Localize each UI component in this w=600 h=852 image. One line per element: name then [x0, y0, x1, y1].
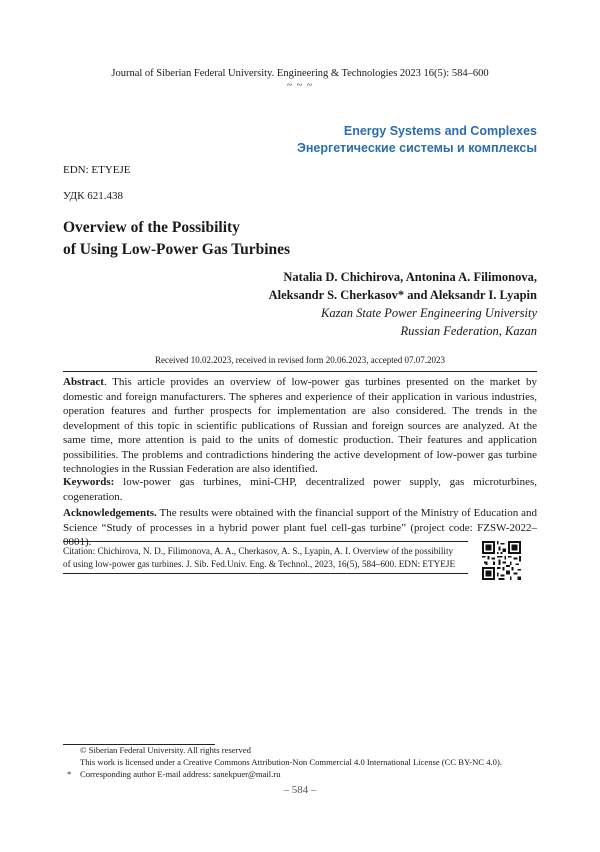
qr-code[interactable] [482, 541, 521, 580]
citation: Citation: Chichirova, N. D., Filimonova, A. A., Cherkasov, A. S., Lyapin, A. I. Overview of the possibility of using low-power gas turbines. J. Sib. Fed.Univ. Eng. & Technol., 2023, 16(5), 584–600. EDN: ETYEJE [63, 546, 456, 569]
keywords [63, 475, 537, 504]
affiliation-line-2: Russian Federation, Kazan [400, 324, 537, 338]
acknowledgements-text: The results were obtained with the financial support of the Ministry of Education and Science “Study of processes in a hybrid power plant fuel cell-gas turbine” (project code: FZSW-2022–0001). [63, 507, 537, 548]
copyright-note: © Siberian Federal University. All rights reserved [80, 745, 251, 755]
section-title-en: Energy Systems and Complexes [343, 124, 537, 138]
keywords-text: low-power gas turbines, mini-CHP, decentralized power supply, gas microturbines, cogeneration. [63, 476, 537, 503]
corresponding-author-note: Corresponding author E-mail address: sanekpuer@mail.ru [80, 769, 281, 779]
abstract-text: . This article provides an overview of low-power gas turbines presented on the market by domestic and foreign manufacturers. The spheres and experience of their application in various industries, operation features and further prospects for implementation are also considered. The trends in the development of this topic in scientific publications of Russian and foreign sources are analyzed. At the same time, more attention is paid to the units of domestic production. Their features and application possibilities. The problems and contradictions hindering the active development of low-power gas turbine technologies in the Russian Federation are also identified. [63, 376, 537, 475]
affiliation [321, 304, 537, 340]
affiliation-line-1: Kazan State Power Engineering University [321, 306, 537, 320]
received-dates: Received 10.02.2023, received in revised form 20.06.2023, accepted 07.07.2023 [155, 355, 445, 365]
acknowledgements [63, 506, 537, 550]
author-line-2: Aleksandr S. Cherkasov* and Aleksandr I. Lyapin [268, 288, 537, 302]
journal-header: Journal of Siberian Federal University. Engineering & Technologies 2023 16(5): 584–600 [111, 68, 489, 79]
abstract [63, 375, 537, 477]
article-title-line-2: of Using Low-Power Gas Turbines [63, 241, 291, 258]
citation-rule-top [63, 541, 468, 542]
header-ornament: ~ ~ ~ [286, 80, 314, 91]
abstract-label: Abstract [63, 376, 104, 388]
edn-code: EDN: ETYEJE [63, 164, 131, 176]
udk-code: УДК 621.438 [63, 190, 124, 202]
footnote-star: * [67, 769, 72, 779]
page-number: – 584 – [283, 784, 317, 796]
citation-rule-bottom [63, 573, 468, 574]
keywords-label: Keywords: [63, 476, 115, 488]
author-line-1: Natalia D. Chichirova, Antonina A. Filimonova, [283, 270, 537, 284]
acknowledgements-label: Acknowledgements. [63, 507, 157, 519]
section-title-ru: Энергетические системы и комплексы [296, 141, 537, 155]
license-note: This work is licensed under a Creative Commons Attribution-Non Commercial 4.0 International License (CC BY-NC 4.0). [80, 757, 502, 767]
divider-top [63, 371, 537, 372]
author-list [269, 268, 537, 304]
article-title [63, 217, 290, 261]
article-title-line-1: Overview of the Possibility [63, 219, 240, 236]
